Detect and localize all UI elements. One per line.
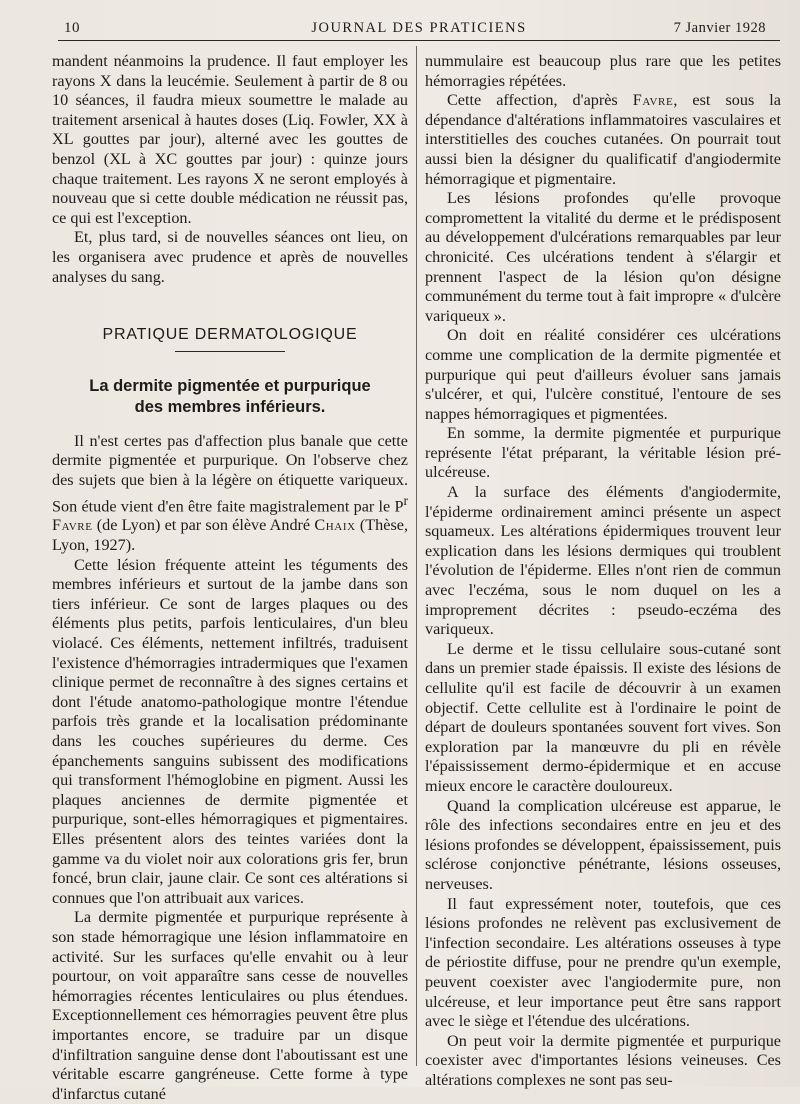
- paragraph: Et, plus tard, si de nouvelles séances ont lieu, on les organisera avec prudence et après de nouvelles analyses du sang.: [52, 228, 408, 286]
- paragraph: La dermite pigmentée et purpurique représente à son stade hémorragique une lésion inflammatoire en activité. Sur les surfaces qu'elle envahit ou à leur pourtour, on voit apparaître sans cesse de nouvelles hémorragies récentes lenticulaires ou plus étendues. Exceptionnellement ces hémorragies peuvent être plus importantes encore, se traduire par un disque d'infiltration sanguine dense dont l'aboutissant est une véritable escarre gangréneuse. Cette forme à type d'infarctus cutané: [52, 908, 408, 1103]
- left-column: [52, 52, 408, 1104]
- text-run: (de Lyon) et par son élève André: [92, 516, 315, 535]
- paragraph: nummulaire est beaucoup plus rare que les petites hémorragies répétées.: [425, 52, 781, 90]
- paragraph: En somme, la dermite pigmentée et purpurique représente l'état préparant, la véritable lésion pré-ulcéreuse.: [425, 424, 781, 482]
- paragraph: Cette lésion fréquente atteint les téguments des membres inférieurs et surtout de la jambe dans son tiers inférieur. Ce sont de larges plaques ou des éléments plus petits, parfois lenticulaires, d'un bleu violacé. Ces éléments, nettement infiltrés, traduisent l'existence d'hémorragies intradermiques que l'examen clinique permet de reconnaître à des signes certains et dont l'étude anatomo-pathologique montre l'étendue parfois très grande et la localisation prédominante dans les couches supérieures du derme. Ces épanchements sanguins subissent des modifications qui transforment l'hémoglobine en pigment. Aussi les plaques anciennes de dermite pigmentée et purpurique, sont-elles hémorragiques et pigmentaires. Elles présentent alors des teintes variées dont la gamme va du violet noir aux colorations gris fer, brun foncé, brun clair, jaune clair. Ce sont ces altérations si connues que l'on attribuait aux varices.: [52, 555, 408, 907]
- article-title-line: La dermite pigmentée et purpurique: [89, 376, 371, 395]
- paragraph: mandent néanmoins la prudence. Il faut employer les rayons X dans la leucémie. Seulement à partir de 8 ou 10 séances, il faudra mieux soumettre le malade au traitement arsenical à hautes doses (Liq. Fowler, XX à XL gouttes par jour), alterné avec les gouttes de benzol (XL à XC gouttes par jour) : quinze jours chaque traitement. Les rayons X ne seront employés à nouveau que si cette double médication ne réussit pas, ce qui est l'exception.: [52, 52, 408, 227]
- section-title: PRATIQUE DERMATOLOGIQUE: [102, 326, 358, 344]
- article-title: [52, 376, 408, 418]
- header-rule: [58, 40, 780, 41]
- page-number: 10: [64, 20, 80, 36]
- section-rule: [175, 351, 285, 352]
- journal-title: JOURNAL DES PRATICIENS: [311, 20, 527, 36]
- paragraph: Les lésions profondes qu'elle provoque compromettent la vitalité du derme et le prédisposent au développement d'ulcérations remarquables par leur chronicité. Ces ulcérations tendent à s'élargir et prennent l'aspect de la lésion qu'on désigne communément du terme tout à fait impropre « d'ulcère variqueux ».: [425, 189, 781, 325]
- paragraph: On peut voir la dermite pigmentée et purpurique coexister avec d'importantes lésions veineuses. Ces altérations complexes ne sont pas seu-: [425, 1031, 781, 1089]
- author-name: Favre: [632, 91, 674, 110]
- author-name: Favre: [52, 516, 93, 535]
- paragraph: Le derme et le tissu cellulaire sous-cutané sont dans un premier stade épaissis. Il existe des lésions de cellulite qu'il est facile de découvrir à un examen objectif. Cette cellulite est à l'ordinaire le point de départ de douleurs spontanées souvent fort vives. Son exploration par la manœuvre du pli en révèle l'épaississement dermo-épidermique et en accuse mieux encore le caractère douloureux.: [425, 639, 781, 795]
- right-column: [425, 52, 781, 1090]
- paragraph: [425, 91, 781, 189]
- text-run: (Thèse, Lyon, 1927).: [52, 516, 408, 555]
- author-name: Chaix: [314, 516, 356, 535]
- article-title-line: des membres inférieurs.: [134, 397, 326, 416]
- text-run: Il n'est certes pas d'affection plus banale que cette dermite pigmentée et purpurique. On l'observe chez des sujets que bien à la légère on étiquette variqueux. Son étude vient d'en être faite magistralement par le P: [52, 431, 408, 515]
- column-divider: [416, 46, 417, 1066]
- paragraph: Il faut expressément noter, toutefois, que ces lésions profondes ne relèvent pas exclusivement de l'infection secondaire. Les altérations osseuses à type de périostite diffuse, pour ne prendre qu'un exemple, peuvent coexister avec l'angiodermite pure, non ulcéreuse, et leur importance peut être sans rapport avec le siège et l'étendue des ulcérations.: [425, 894, 781, 1031]
- paragraph: Quand la complication ulcéreuse est apparue, le rôle des infections secondaires entre en jeu et des lésions profondes se développent, épaississement, puis sclérose conjonctive pénétrante, lésions osseuses, nerveuses.: [425, 796, 781, 893]
- text-run: , est sous la dépendance d'altérations inflammatoires vasculaires et interstitielles des couches cutanées. On pourrait tout aussi bien la désigner du qualificatif d'angiodermite hémorragique et pigmentaire.: [425, 91, 781, 188]
- issue-date: 7 Janvier 1928: [673, 20, 766, 36]
- paragraph: On doit en réalité considérer ces ulcérations comme une complication de la dermite pigmentée et purpurique qui peut d'ailleurs évoluer sans jamais s'ulcérer, et qui, l'ulcère constitué, l'entoure de ses nappes hémorragiques et pigmentées.: [425, 326, 781, 423]
- paragraph: [52, 432, 408, 556]
- paragraph: A la surface des éléments d'angiodermite, l'épiderme ordinairement aminci présente un aspect squameux. Les altérations épidermiques trouvent leur explication dans les lésions dermiques qui troublent l'évolution de l'épiderme. Elles n'ont rien de commun avec l'eczéma, sous le nom duquel on les a improprement décrites : pseudo-eczéma des variqueux.: [425, 483, 781, 639]
- text-run: Cette affection, d'après: [447, 91, 633, 110]
- superscript: r: [403, 492, 408, 508]
